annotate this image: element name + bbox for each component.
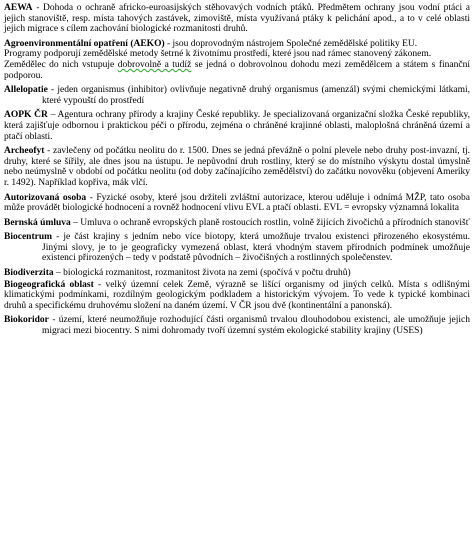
entry-term: Bernská úmluva [4,217,71,228]
entry-paragraph [4,85,470,106]
entry-biocentrum [4,232,470,264]
entry-archeofyt [4,146,470,188]
entry-definition: - zavlečeny od počátku neolitu do r. 1500. Dnes se jedná převážně o polní plevele nebo druhy post-invazní, tj. druhy, které se šířily, ale dnes jsou na ústupu. Je nepůvodní druh rostliny, který se do místního výskytu dostal úmyslně nebo neúmyslně v období od počátku neolitu (od doby začínajícího zemědělství) do začátku novověku (objevení Ameriky r. 1492). Například kopřiva, mák vlčí. [4,146,470,188]
entry-term: Biogeografická oblast [4,279,94,290]
entry-term: AOPK ČR [4,110,48,121]
entry-biodiverzita [4,268,470,279]
text-run: Zemědělec do nich vstupuje [4,59,118,70]
entry-term: AEWA [4,3,33,13]
entry-definition: - jsou doprovodným nástrojem Společné zemědělské politiky EU. [164,38,418,49]
entry-paragraph [4,268,470,279]
entry-aewa [4,3,470,35]
entry-definition: - velký územní celek Země, výrazně se lišící organismy od jiných celků. Místa s odlišnými klimatickými podmínkami, rozdílným geologickým podkladem a historickým vývojem. To vede k typické kombinaci druhů a specifickému druhovému složení na daném území. V ČR jsou dvě (kontinentální a panonská). [4,279,470,311]
entry-paragraph [4,315,470,336]
entry-term: Biocentrum [4,232,53,243]
entry-term: Allelopatie [4,85,48,96]
entry-allelopatie [4,85,470,106]
entry-paragraph [4,280,470,312]
spellcheck-underlined-text: dobrovolně a tudíž [117,59,192,70]
entry-aeko [4,39,470,81]
entry-term: Agroenvironmentální opatření (AEKO) [4,38,165,49]
entry-definition: - území, které neumožňuje rozhodující části organismů trvalou dlouhodobou existenci, ale umožňuje jejich migraci mezi biocentry. S nimi dohromady tvoří územní systém ekologické stability krajiny (USES) [42,315,470,337]
entry-definition: - Fyzické osoby, které jsou držiteli zvláštní autorizace, kterou uděluje i odnímá MŽP, tato osoba může provádět biologické hodnocení a rovněž hodnocení vlivu EVL a ptačí oblasti. EVL = evropsky významná lokalita [4,192,470,214]
entry-paragraph [4,218,470,229]
entry-definition: - je část krajiny s jedním nebo více biotopy, která umožňuje trvalou existenci přirozeného ekosystému. Jinými slovy, je to je geograficky vymezená oblast, která vhodným stavem přírodních podmínek umožňuje existenci přirozených – tedy v podstatě původních – živočišných a rostlinných společenstev. [42,232,470,264]
entry-paragraph [4,3,470,35]
entry-biogeograficka-oblast [4,280,470,312]
entry-definition: - jeden organismus (inhibitor) ovlivňuje negativně druhý organismus (amenzál) svými chemickými látkami, které vypouští do prostředí [42,85,470,106]
entry-paragraph [4,60,470,81]
entry-aopk [4,110,470,142]
entry-paragraph [4,146,470,188]
entry-term: Autorizovaná osoba [4,192,87,203]
entry-biokoridor [4,315,470,336]
entry-paragraph [4,110,470,142]
entry-bernska-umluva [4,218,470,229]
entry-paragraph: Programy podporují zemědělské metody šetrné k životnímu prostředí, které jsou nad rámec stanovený zákonem. [4,49,432,60]
entry-definition: – Umluva o ochraně evropských planě rostoucích rostlin, volně žijících živočichů a přírodních stanovišť [70,217,470,228]
entry-paragraph [4,193,470,214]
entry-definition: – biologická rozmanitost, rozmanitost života na zemi (spočívá v počtu druhů) [53,268,351,279]
entry-definition: – Agentura ochrany přírody a krajiny České republiky. Je specializovaná organizační složka České republiky, která zajišťuje odbornou i praktickou péči o přírodu, zejména o chráněné krajinné oblasti, maloplošná chráněná území a ptačí oblasti. [4,110,470,142]
text-run: se jedná o dobrovolnou dohodu mezi zemědělcem a státem s finanční podporou. [4,59,471,81]
entry-term: Archeofyt [4,146,45,157]
entry-paragraph [4,39,470,50]
entry-paragraph [4,232,470,264]
entry-autorizovana-osoba [4,193,470,214]
entry-term: Biokoridor [4,315,49,326]
glossary-document [4,3,470,341]
entry-definition: - Dohoda o ochraně africko-euroasijských stěhovavých vodních ptáků. Předmětem ochrany jsou vodní ptáci a jejich stanoviště, resp. místa tahových zastávek, zimoviště, místa využívaná ptáky k pelichání apod., a to v celé oblasti jejich migrace s cílem zachování biologické rozmanitosti druhů. [4,3,470,35]
entry-term: Biodiverzita [4,268,54,279]
